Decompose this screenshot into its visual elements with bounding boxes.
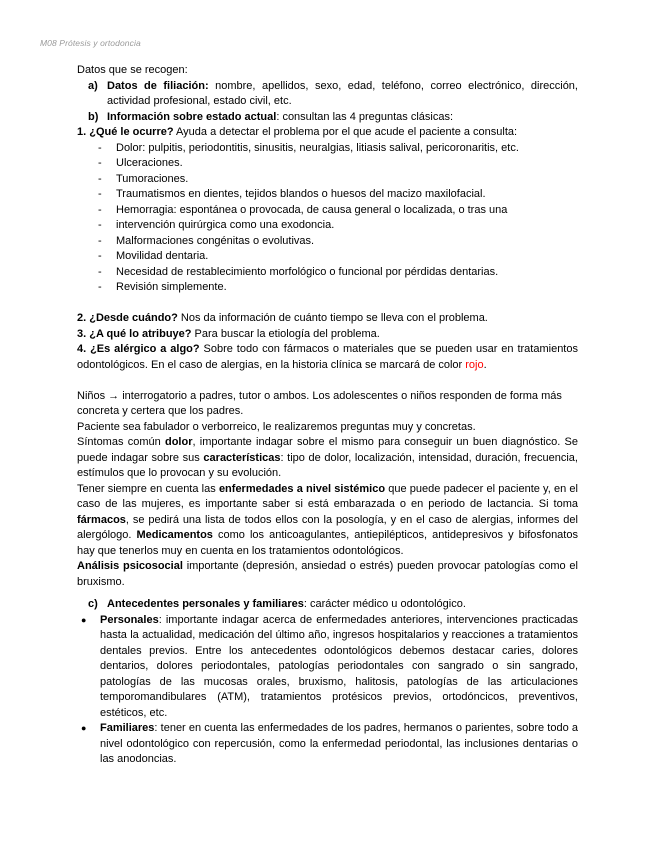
systemic-paragraph: Tener siempre en cuenta las enfermedades a nivel sistémico que puede padecer el paciente y, en el caso de las mujeres, es importante saber si está embarazada o en periodo de lactancia. Si toma fármacos, se pedirá una lista de todos ellos con la posología, y en el caso de alergias, informes del alergólogo. Medicamentos como los anticoagulantes, antiepilépticos, antidepresivos y bifosfonatos hay que tenerlos muy en cuenta en los tratamientos odontológicos. (77, 482, 578, 557)
list-item: - Movilidad dentaria. (77, 249, 578, 265)
item-c-marker: c) (88, 598, 98, 610)
children-paragraph: Niños → interrogatorio a padres, tutor o ambos. Los adolescentes o niños responden de forma más concreta y certera que los padres. (77, 389, 562, 417)
question-1-list (77, 141, 578, 296)
fabulator-paragraph: Paciente sea fabulador o verborreico, le realizaremos preguntas muy y concretas. (77, 420, 476, 433)
antecedents-list (77, 613, 578, 768)
symptoms-paragraph: Síntomas común dolor, importante indagar sobre el mismo para conseguir un buen diagnóstico. Se puede indagar sobre sus características: tipo de dolor, localización, intensidad, duración, frecuencia, estímulos que lo provocan y su evolución. (77, 436, 578, 479)
question-4: 4. ¿Es alérgico a algo? Sobre todo con fármacos o materiales que se pueden usar en tratamientos odontológicos. En el caso de alergias, en la historia clínica se marcará de color rojo. (77, 343, 578, 371)
list-item-personales: ● Personales: importante indagar acerca de enfermedades anteriores, intervenciones practicadas hasta la actualidad, medicación del último año, ingresos hospitalarios y reacciones a tratamientos dentales previos. Entre los antecedentes odontológicos debemos destacar caries, dolores dentarios, dolores periodontales, patologías periodontales con sangrado o sin sangrado, patologías de las mucosas orales, bruxismo, halitosis, patologías de las articulaciones temporomandibulares (ATM), tratamientos protésicos previos, ortodóncicos, preventivos, estéticos, etc. (77, 613, 578, 722)
item-b-term: Información sobre estado actual (107, 110, 277, 123)
document-body (77, 63, 578, 768)
intro-line: Datos que se recogen: (77, 64, 188, 76)
list-item: - intervención quirúrgica como una exodoncia. (77, 218, 578, 234)
list-item: - Malformaciones congénitas o evolutivas. (77, 234, 578, 250)
question-2-text: Nos da información de cuánto tiempo se lleva con el problema. (177, 312, 488, 324)
item-c-term: Antecedentes personales y familiares (107, 598, 304, 610)
item-b (77, 110, 578, 126)
question-2 (77, 311, 578, 327)
item-a-marker: a) (88, 79, 98, 92)
list-item: - Traumatismos en dientes, tejidos blandos o huesos del macizo maxilofacial. (77, 187, 578, 203)
question-4-label: 4. ¿Es alérgico a algo? (77, 343, 200, 355)
list-item: - Ulceraciones. (77, 156, 578, 172)
list-item: - Tumoraciones. (77, 172, 578, 188)
question-2-label: 2. ¿Desde cuándo? (77, 312, 178, 324)
psychosocial-paragraph: Análisis psicosocial importante (depresión, ansiedad o estrés) pueden provocar patologías como el bruxismo. (77, 560, 578, 588)
question-1 (77, 125, 578, 141)
item-c (77, 597, 578, 613)
list-item: - Necesidad de restablecimiento morfológico o funcional por pérdidas dentarias. (77, 265, 578, 281)
item-a-term: Datos de filiación: (107, 79, 209, 92)
question-3 (77, 327, 578, 343)
list-item-familiares: ● Familiares: tener en cuenta las enfermedades de los padres, hermanos o parientes, sobre todo a nivel odontológico con repercusión, como la enfermedad periodontal, las inclusiones dentarias o las anodoncias. (77, 721, 578, 768)
question-1-label: 1. ¿Qué le ocurre? (77, 126, 174, 138)
question-4-text: Sobre todo con fármacos o materiales que se pueden usar en tratamientos odontológicos. En el caso de alergias, en la historia clínica se marcará de color (77, 343, 578, 371)
question-3-label: 3. ¿A qué lo atribuye? (77, 327, 192, 340)
item-a (77, 79, 578, 110)
page-header: M08 Prótesis y ortodoncia (40, 38, 141, 48)
red-highlight-word: rojo (465, 358, 484, 371)
item-c-text: : carácter médico u odontológico. (303, 598, 466, 610)
list-item: - Revisión simplemente. (77, 280, 578, 296)
question-3-text: Para buscar la etiología del problema. (191, 327, 380, 340)
list-item: - Dolor: pulpitis, periodontitis, sinusitis, neuralgias, litiasis salival, pericoronaritis, etc. (77, 141, 578, 157)
item-b-text: : consultan las 4 preguntas clásicas: (276, 110, 454, 123)
question-1-text: Ayuda a detectar el problema por el que acude el paciente a consulta: (173, 126, 518, 138)
list-item: - Hemorragia: espontánea o provocada, de causa general o localizada, o tras una (77, 203, 578, 219)
item-a-text: nombre, apellidos, sexo, edad, teléfono, correo electrónico, dirección, actividad profesional, estado civil, etc. (107, 79, 578, 107)
item-b-marker: b) (88, 110, 99, 123)
